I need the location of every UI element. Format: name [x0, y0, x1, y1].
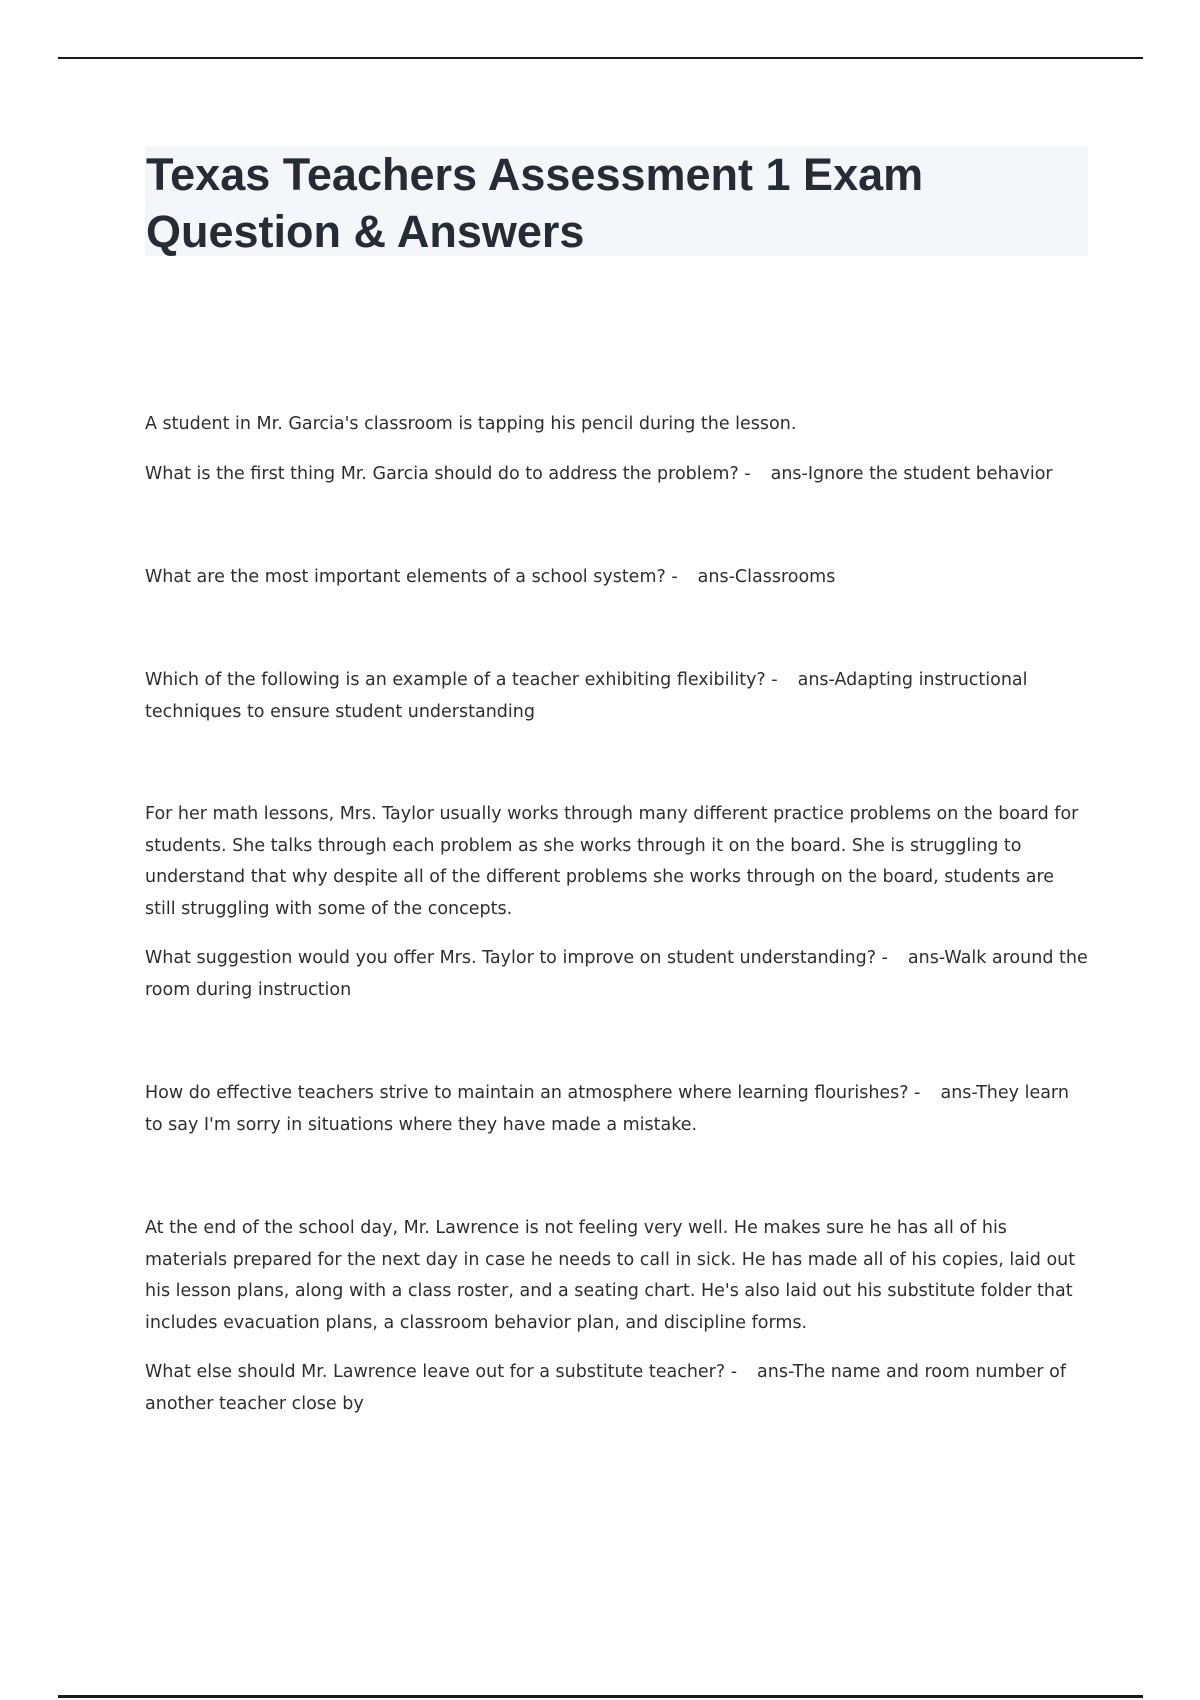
- context-text: A student in Mr. Garcia's classroom is tapping his pencil during the lesson.: [145, 414, 797, 434]
- block-6-context: [145, 1213, 1090, 1339]
- question-text: What are the most important elements of a school system? -: [145, 567, 678, 587]
- block-5-question: [145, 1078, 1090, 1141]
- answer-text: ans-Walk around the room during instruction: [145, 948, 1088, 1000]
- context-text: For her math lessons, Mrs. Taylor usually works through many different practice problems on the board for students. She talks through each problem as she works through it on the board. She is struggling to understand that why despite all of the different problems she works through on the board, students are still struggling with some of the concepts.: [145, 804, 1079, 919]
- page-title: Texas Teachers Assessment 1 Exam Question & Answers: [146, 149, 924, 257]
- answer-text: ans-The name and room number of another teacher close by: [145, 1362, 1067, 1414]
- block-3-question: [145, 665, 1090, 728]
- question-text: What suggestion would you offer Mrs. Taylor to improve on student understanding? -: [145, 948, 888, 968]
- answer-text: ans-Ignore the student behavior: [770, 464, 1053, 484]
- question-text: What else should Mr. Lawrence leave out for a substitute teacher? -: [145, 1362, 738, 1382]
- block-4-question: [145, 943, 1090, 1006]
- question-text: Which of the following is an example of a teacher exhibiting flexibility? -: [145, 670, 778, 690]
- answer-text: ans-Adapting instructional techniques to ensure student understanding: [145, 670, 1028, 722]
- block-1-question: [145, 459, 1090, 491]
- bottom-divider: [58, 1695, 1143, 1698]
- answer-text: ans-Classrooms: [697, 567, 836, 587]
- answer-text: ans-They learn to say I'm sorry in situations where they have made a mistake.: [145, 1083, 1069, 1135]
- block-6-question: [145, 1357, 1090, 1420]
- block-2-question: [145, 562, 1090, 594]
- question-text: What is the first thing Mr. Garcia should do to address the problem? -: [145, 464, 751, 484]
- context-text: At the end of the school day, Mr. Lawrence is not feeling very well. He makes sure he has all of his materials prepared for the next day in case he needs to call in sick. He has made all of his copies, laid out his lesson plans, along with a class roster, and a seating chart. He's also laid out his substitute folder that includes evacuation plans, a classroom behavior plan, and discipline forms.: [145, 1218, 1076, 1333]
- question-text: How do effective teachers strive to maintain an atmosphere where learning flourishes? -: [145, 1083, 921, 1103]
- top-divider: [58, 57, 1143, 59]
- block-4-context: [145, 799, 1090, 925]
- block-1-context: [145, 409, 1090, 441]
